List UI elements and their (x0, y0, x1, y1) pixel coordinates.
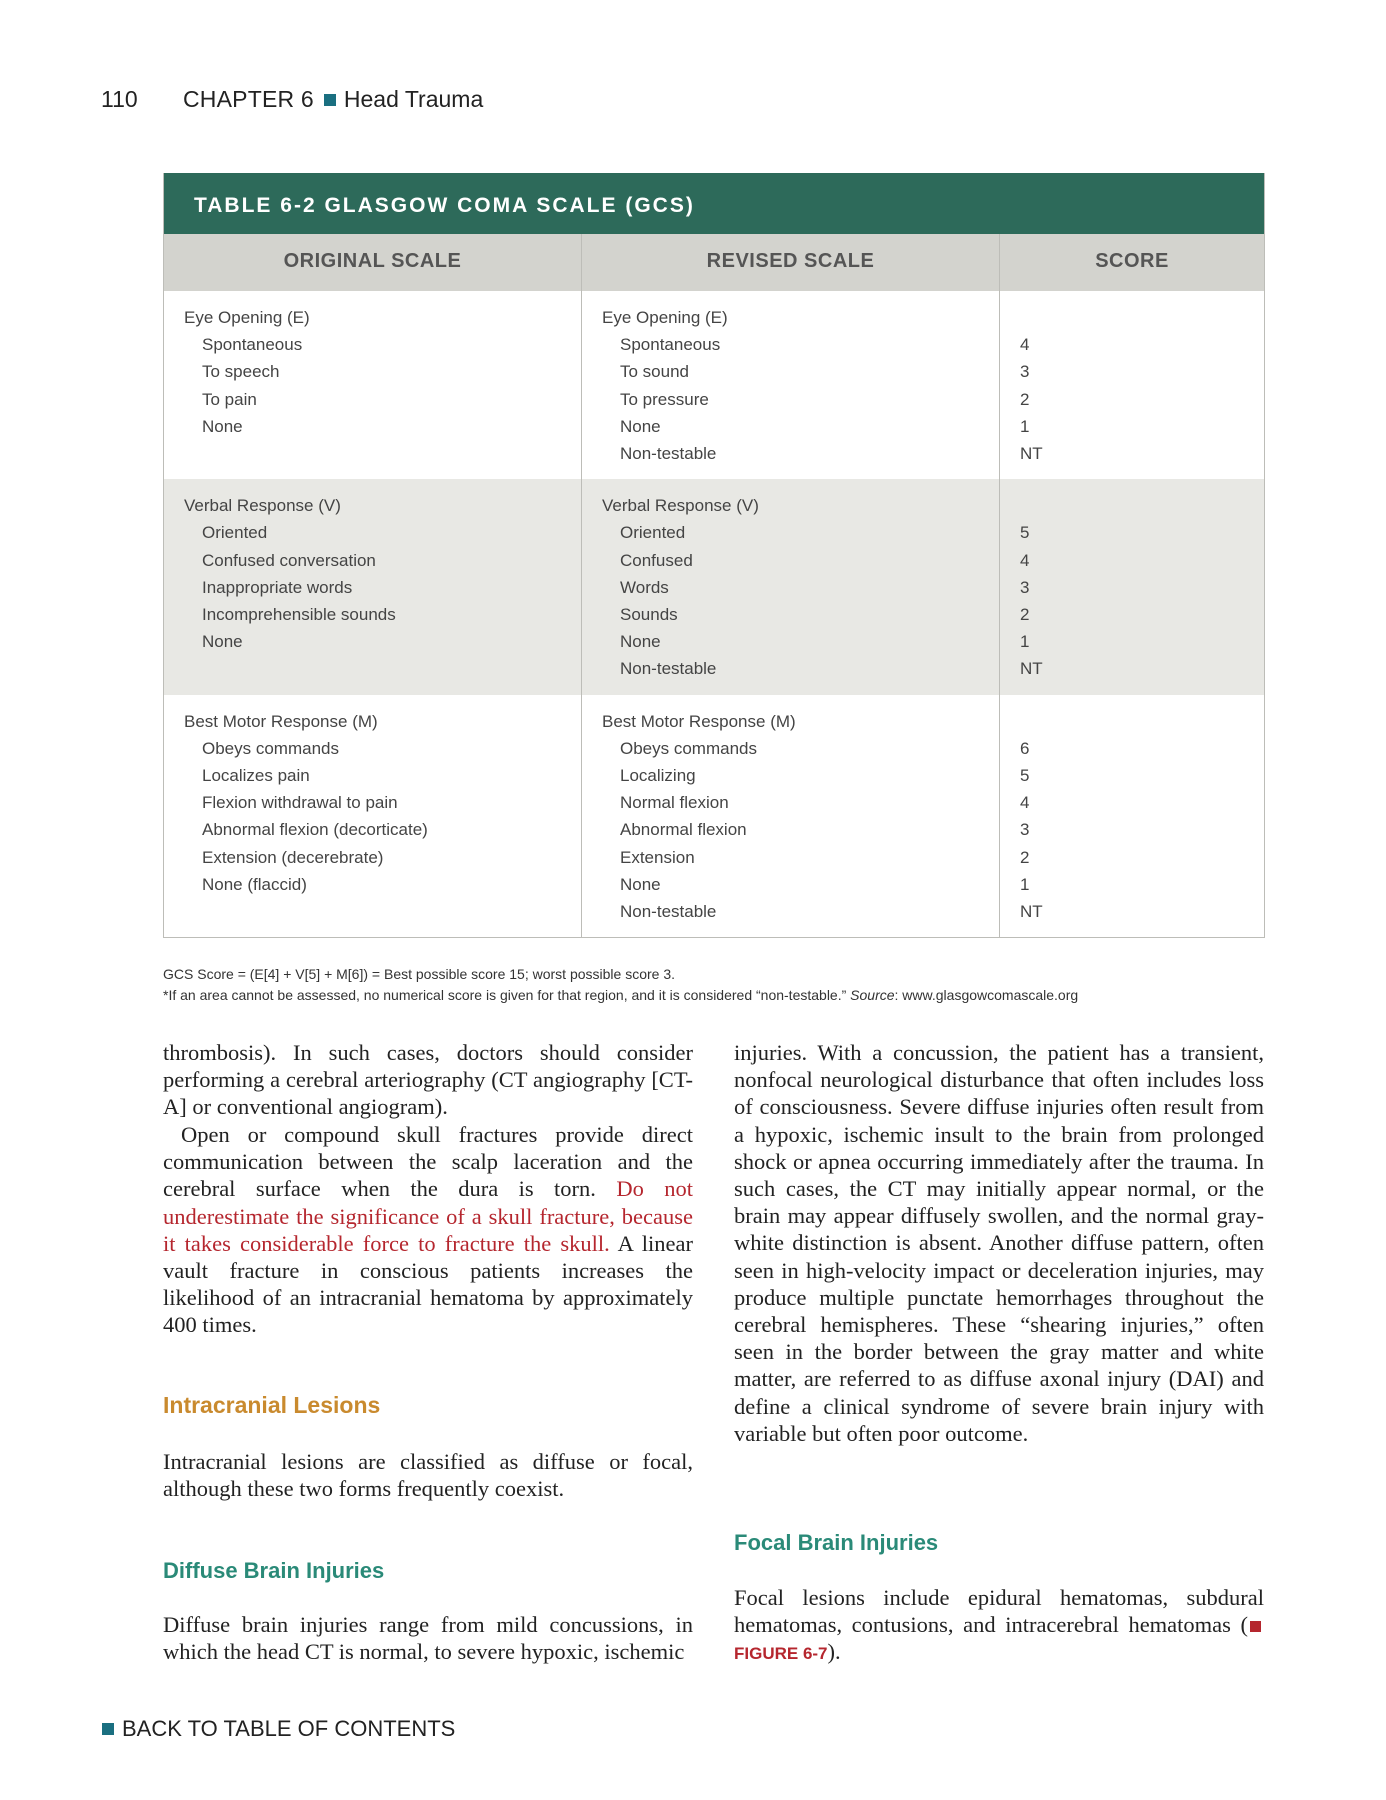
category-label: Eye Opening (E) (184, 308, 310, 327)
heading-focal-brain-injuries: Focal Brain Injuries (734, 1530, 939, 1555)
response-item: Localizing (620, 766, 696, 786)
score-value: 1 (1020, 632, 1030, 652)
response-item: Obeys commands (202, 738, 339, 758)
table-footnotes (163, 964, 1078, 1006)
response-item: Oriented (202, 523, 268, 543)
score-cell (1000, 479, 1264, 694)
right-paragraph-2 (734, 1584, 1264, 1668)
gcs-table (163, 173, 1265, 938)
scale-cell (164, 479, 582, 694)
table-section (164, 291, 1264, 479)
square-bullet-icon (102, 1723, 114, 1735)
table-header-row (164, 234, 1264, 291)
spacer (1020, 492, 1264, 519)
page-number: 110 (101, 86, 138, 112)
figure-link[interactable]: FIGURE 6-7 (734, 1644, 828, 1664)
response-item: Extension (decerebrate) (202, 847, 384, 867)
response-item: None (202, 416, 243, 436)
scale-cell (164, 291, 582, 479)
table-section (164, 479, 1264, 694)
response-item: Extension (620, 847, 695, 867)
response-item: To pain (202, 389, 257, 409)
score-value: 2 (1020, 605, 1030, 625)
score-value: NT (1020, 444, 1043, 464)
score-value: 1 (1020, 416, 1030, 436)
table-section (164, 695, 1264, 938)
text: Focal lesions include epidural hematomas, subdural hematomas, contusions, and intracerebral hematomas ( (734, 1585, 1264, 1638)
response-item: Normal flexion (620, 793, 729, 813)
response-item: Abnormal flexion (620, 820, 747, 840)
source-label: Source (850, 987, 895, 1003)
response-item: Localizes pain (202, 766, 310, 786)
figure-square-icon (1250, 1621, 1261, 1632)
score-value: 4 (1020, 793, 1030, 813)
left-paragraph-4: Diffuse brain injuries range from mild concussions, in which the head CT is normal, to severe hypoxic, ischemic (163, 1612, 693, 1665)
text: Open or compound skull fractures provide direct communication between the scalp laceration and the cerebral surface when the dura is torn. (163, 1122, 693, 1202)
category-label: Best Motor Response (M) (184, 711, 378, 731)
score-value: 2 (1020, 847, 1030, 867)
score-cell (1000, 695, 1264, 938)
response-item: Sounds (620, 605, 678, 625)
score-value: 2 (1020, 389, 1030, 409)
response-item: None (620, 874, 661, 894)
response-item: Flexion withdrawal to pain (202, 793, 398, 813)
heading-intracranial-lesions: Intracranial Lesions (163, 1392, 381, 1418)
response-item: Confused conversation (202, 550, 376, 570)
footnote: GCS Score = (E[4] + V[5] + M[6]) = Best possible score 15; worst possible score 3. (163, 966, 676, 982)
column-header: SCORE (1095, 250, 1169, 272)
spacer (1020, 304, 1264, 331)
score-value: 3 (1020, 820, 1030, 840)
text: A linear vault fracture in conscious patients increases the likelihood of an intracranial hematoma by approximately 400 times. (163, 1230, 694, 1338)
right-paragraph-1: injuries. With a concussion, the patient has a transient, nonfocal neurological disturbance that often includes loss of consciousness. Severe diffuse injuries often result from a hypoxic, ischemic insult to the brain from prolonged shock or apnea occurring immediately after the trauma. In such cases, the CT may initially appear normal, or the brain may appear diffusely swollen, and the normal gray-white distinction is absent. Another diffuse pattern, often seen in high-velocity impact or deceleration injuries, may produce multiple punctate hemorrhages throughout the cerebral hemispheres. These “shearing injuries,” often seen in the border between the gray matter and white matter, are referred to as diffuse axonal injury (DAI) and define a clinical syndrome of severe brain injury with variable but often poor outcome. (734, 1040, 1264, 1446)
response-item: Abnormal flexion (decorticate) (202, 820, 428, 840)
scale-cell (582, 479, 1000, 694)
response-item: Oriented (620, 523, 686, 543)
score-value: 1 (1020, 874, 1030, 894)
response-item: To sound (620, 362, 689, 382)
response-item: None (202, 632, 243, 652)
heading-diffuse-brain-injuries: Diffuse Brain Injuries (163, 1558, 385, 1583)
column-header: ORIGINAL SCALE (164, 234, 582, 291)
back-to-toc-link[interactable] (102, 1716, 455, 1742)
toc-label[interactable]: BACK TO TABLE OF CONTENTS (122, 1716, 456, 1741)
square-bullet-icon (324, 94, 336, 106)
response-item: Non-testable (620, 659, 717, 679)
category-label: Eye Opening (E) (602, 308, 728, 327)
scale-cell (582, 291, 1000, 479)
score-value: 3 (1020, 362, 1030, 382)
left-paragraph-3: Intracranial lesions are classified as diffuse or focal, although these two forms frequently coexist. (163, 1449, 693, 1502)
chapter-title: Head Trauma (343, 86, 484, 112)
response-item: Inappropriate words (202, 577, 353, 597)
response-item: Spontaneous (620, 335, 721, 355)
category-label: Best Motor Response (M) (602, 711, 796, 731)
response-item: None (620, 416, 661, 436)
footnote-text: *If an area cannot be assessed, no numerical score is given for that region, and it is considered “non-testable.” (163, 987, 847, 1003)
response-item: Non-testable (620, 444, 717, 464)
source-url: : www.glasgowcomascale.org (894, 987, 1079, 1003)
category-label: Verbal Response (V) (602, 496, 759, 516)
column-header: REVISED SCALE (582, 234, 1000, 291)
chapter-label: CHAPTER 6 (183, 86, 314, 112)
running-header (183, 86, 483, 113)
response-item: Confused (620, 550, 693, 570)
response-item: To speech (202, 362, 280, 382)
response-item: Incomprehensible sounds (202, 605, 396, 625)
response-item: None (flaccid) (202, 874, 307, 894)
scale-cell (164, 695, 582, 938)
left-paragraph-2 (163, 1121, 693, 1339)
scale-cell (582, 695, 1000, 938)
response-item: None (620, 632, 661, 652)
score-cell (1000, 291, 1264, 479)
left-paragraph-1: thrombosis). In such cases, doctors should consider performing a cerebral arteriography (CT angiography [CT-A] or conventional angiogram). (163, 1040, 693, 1120)
score-value: 6 (1020, 738, 1030, 758)
emphasis-text: Do not underestimate the significance of a skull fracture, because it takes considerable force to fracture the skull. (163, 1176, 694, 1256)
response-item: Obeys commands (620, 738, 757, 758)
table-title: TABLE 6-2 GLASGOW COMA SCALE (GCS) (164, 173, 1264, 234)
score-value: 5 (1020, 523, 1030, 543)
spacer (1020, 708, 1264, 735)
score-value: 4 (1020, 550, 1030, 570)
score-value: 5 (1020, 766, 1030, 786)
response-item: To pressure (620, 389, 709, 409)
footnote (163, 985, 1078, 1006)
response-item: Spontaneous (202, 335, 303, 355)
text: ). (827, 1639, 841, 1665)
score-value: NT (1020, 659, 1043, 679)
score-value: 4 (1020, 335, 1030, 355)
category-label: Verbal Response (V) (184, 496, 341, 516)
score-value: NT (1020, 902, 1043, 922)
response-item: Non-testable (620, 902, 717, 922)
score-value: 3 (1020, 577, 1030, 597)
response-item: Words (620, 577, 669, 597)
